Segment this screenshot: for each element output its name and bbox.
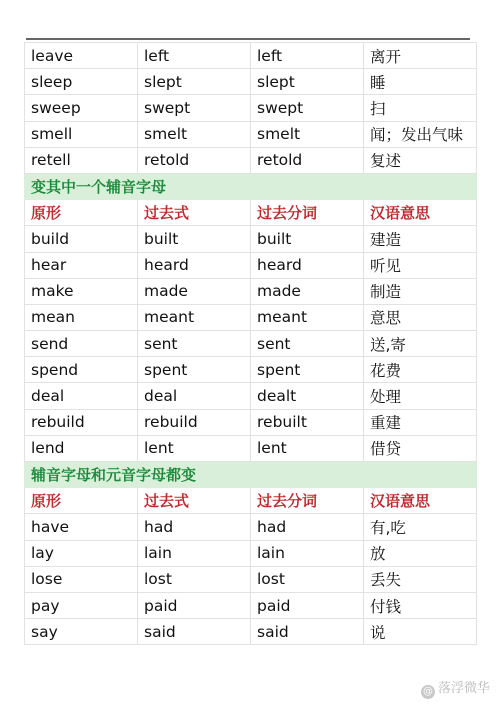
table-cell: pay xyxy=(25,592,138,618)
table-cell: paid xyxy=(138,592,251,618)
table-cell: 听见 xyxy=(364,252,477,278)
table-row xyxy=(25,619,477,645)
circle-logo-icon: @ xyxy=(422,686,433,697)
table-cell: 原形 xyxy=(25,488,138,514)
table-cell: sent xyxy=(251,331,364,357)
table-cell: 意思 xyxy=(364,304,477,330)
top-rule xyxy=(26,38,470,40)
table-cell: deal xyxy=(25,383,138,409)
table-cell: dealt xyxy=(251,383,364,409)
table-row xyxy=(25,252,477,278)
table-cell: 有,吃 xyxy=(364,514,477,540)
table-row xyxy=(25,435,477,461)
table-row xyxy=(25,383,477,409)
table-cell: send xyxy=(25,331,138,357)
table-row xyxy=(25,304,477,330)
table-row xyxy=(25,278,477,304)
table-row xyxy=(25,357,477,383)
table-cell: sent xyxy=(138,331,251,357)
table-cell: slept xyxy=(138,69,251,95)
table-cell: meant xyxy=(251,304,364,330)
table-cell: 送,寄 xyxy=(364,331,477,357)
table-cell: sleep xyxy=(25,69,138,95)
table-cell: retold xyxy=(138,147,251,173)
table-cell: lain xyxy=(251,540,364,566)
table-cell: 汉语意思 xyxy=(364,200,477,226)
section-title-row xyxy=(25,173,477,199)
table-cell: spent xyxy=(138,357,251,383)
table-cell: 原形 xyxy=(25,200,138,226)
table-cell: heard xyxy=(138,252,251,278)
table-cell: smell xyxy=(25,121,138,147)
table-cell: swept xyxy=(138,95,251,121)
table-cell: spend xyxy=(25,357,138,383)
table-cell: 复述 xyxy=(364,147,477,173)
table-cell: rebuild xyxy=(138,409,251,435)
table-row xyxy=(25,514,477,540)
table-cell: 放 xyxy=(364,540,477,566)
table-cell: 闻；发出气味 xyxy=(364,121,477,147)
table-cell: retold xyxy=(251,147,364,173)
table-cell: 借贷 xyxy=(364,435,477,461)
table-cell: lain xyxy=(138,540,251,566)
table-cell: 过去式 xyxy=(138,200,251,226)
table-cell: hear xyxy=(25,252,138,278)
table-row xyxy=(25,540,477,566)
table-row xyxy=(25,566,477,592)
table-cell: slept xyxy=(251,69,364,95)
table-cell: 处理 xyxy=(364,383,477,409)
table-cell: sweep xyxy=(25,95,138,121)
table-cell: lent xyxy=(251,435,364,461)
section-title-row xyxy=(25,462,477,488)
table-cell: build xyxy=(25,226,138,252)
table-row xyxy=(25,331,477,357)
watermark xyxy=(421,677,490,699)
table-cell: heard xyxy=(251,252,364,278)
table-cell: 汉语意思 xyxy=(364,488,477,514)
table-cell: make xyxy=(25,278,138,304)
table-cell: swept xyxy=(251,95,364,121)
table-cell: 付钱 xyxy=(364,592,477,618)
table-cell: 说 xyxy=(364,619,477,645)
section-title: 变其中一个辅音字母 xyxy=(25,173,477,199)
table-cell: 过去式 xyxy=(138,488,251,514)
verb-table xyxy=(24,42,477,645)
table-cell: 睡 xyxy=(364,69,477,95)
table-cell: built xyxy=(251,226,364,252)
table-cell: deal xyxy=(138,383,251,409)
table-row xyxy=(25,226,477,252)
table-cell: have xyxy=(25,514,138,540)
header-row xyxy=(25,200,477,226)
table-cell: had xyxy=(251,514,364,540)
table-cell: left xyxy=(251,43,364,69)
table-cell: lay xyxy=(25,540,138,566)
table-cell: made xyxy=(138,278,251,304)
table-row xyxy=(25,121,477,147)
table-cell: said xyxy=(138,619,251,645)
table-cell: say xyxy=(25,619,138,645)
table-cell: spent xyxy=(251,357,364,383)
table-cell: 丢失 xyxy=(364,566,477,592)
table-row xyxy=(25,409,477,435)
table-cell: left xyxy=(138,43,251,69)
table-row xyxy=(25,592,477,618)
table-cell: 过去分词 xyxy=(251,200,364,226)
table-cell: built xyxy=(138,226,251,252)
table-cell: lent xyxy=(138,435,251,461)
table-cell: 离开 xyxy=(364,43,477,69)
section-title: 辅音字母和元音字母都变 xyxy=(25,462,477,488)
table-cell: 扫 xyxy=(364,95,477,121)
table-cell: smelt xyxy=(251,121,364,147)
table-cell: mean xyxy=(25,304,138,330)
table-cell: 花费 xyxy=(364,357,477,383)
table-cell: lost xyxy=(138,566,251,592)
table-row xyxy=(25,69,477,95)
table-cell: made xyxy=(251,278,364,304)
table-cell: 重建 xyxy=(364,409,477,435)
table-cell: rebuild xyxy=(25,409,138,435)
table-row xyxy=(25,147,477,173)
table-cell: retell xyxy=(25,147,138,173)
table-cell: 制造 xyxy=(364,278,477,304)
table-cell: lose xyxy=(25,566,138,592)
table-row xyxy=(25,43,477,69)
table-cell: said xyxy=(251,619,364,645)
table-cell: leave xyxy=(25,43,138,69)
table-cell: 过去分词 xyxy=(251,488,364,514)
table-cell: paid xyxy=(251,592,364,618)
table-cell: lost xyxy=(251,566,364,592)
table-cell: smelt xyxy=(138,121,251,147)
table-cell: rebuilt xyxy=(251,409,364,435)
verb-table-body xyxy=(25,43,477,645)
table-cell: 建造 xyxy=(364,226,477,252)
table-cell: had xyxy=(138,514,251,540)
header-row xyxy=(25,488,477,514)
table-row xyxy=(25,95,477,121)
watermark-text: 落浮微华 xyxy=(437,681,490,696)
table-cell: lend xyxy=(25,435,138,461)
table-cell: meant xyxy=(138,304,251,330)
